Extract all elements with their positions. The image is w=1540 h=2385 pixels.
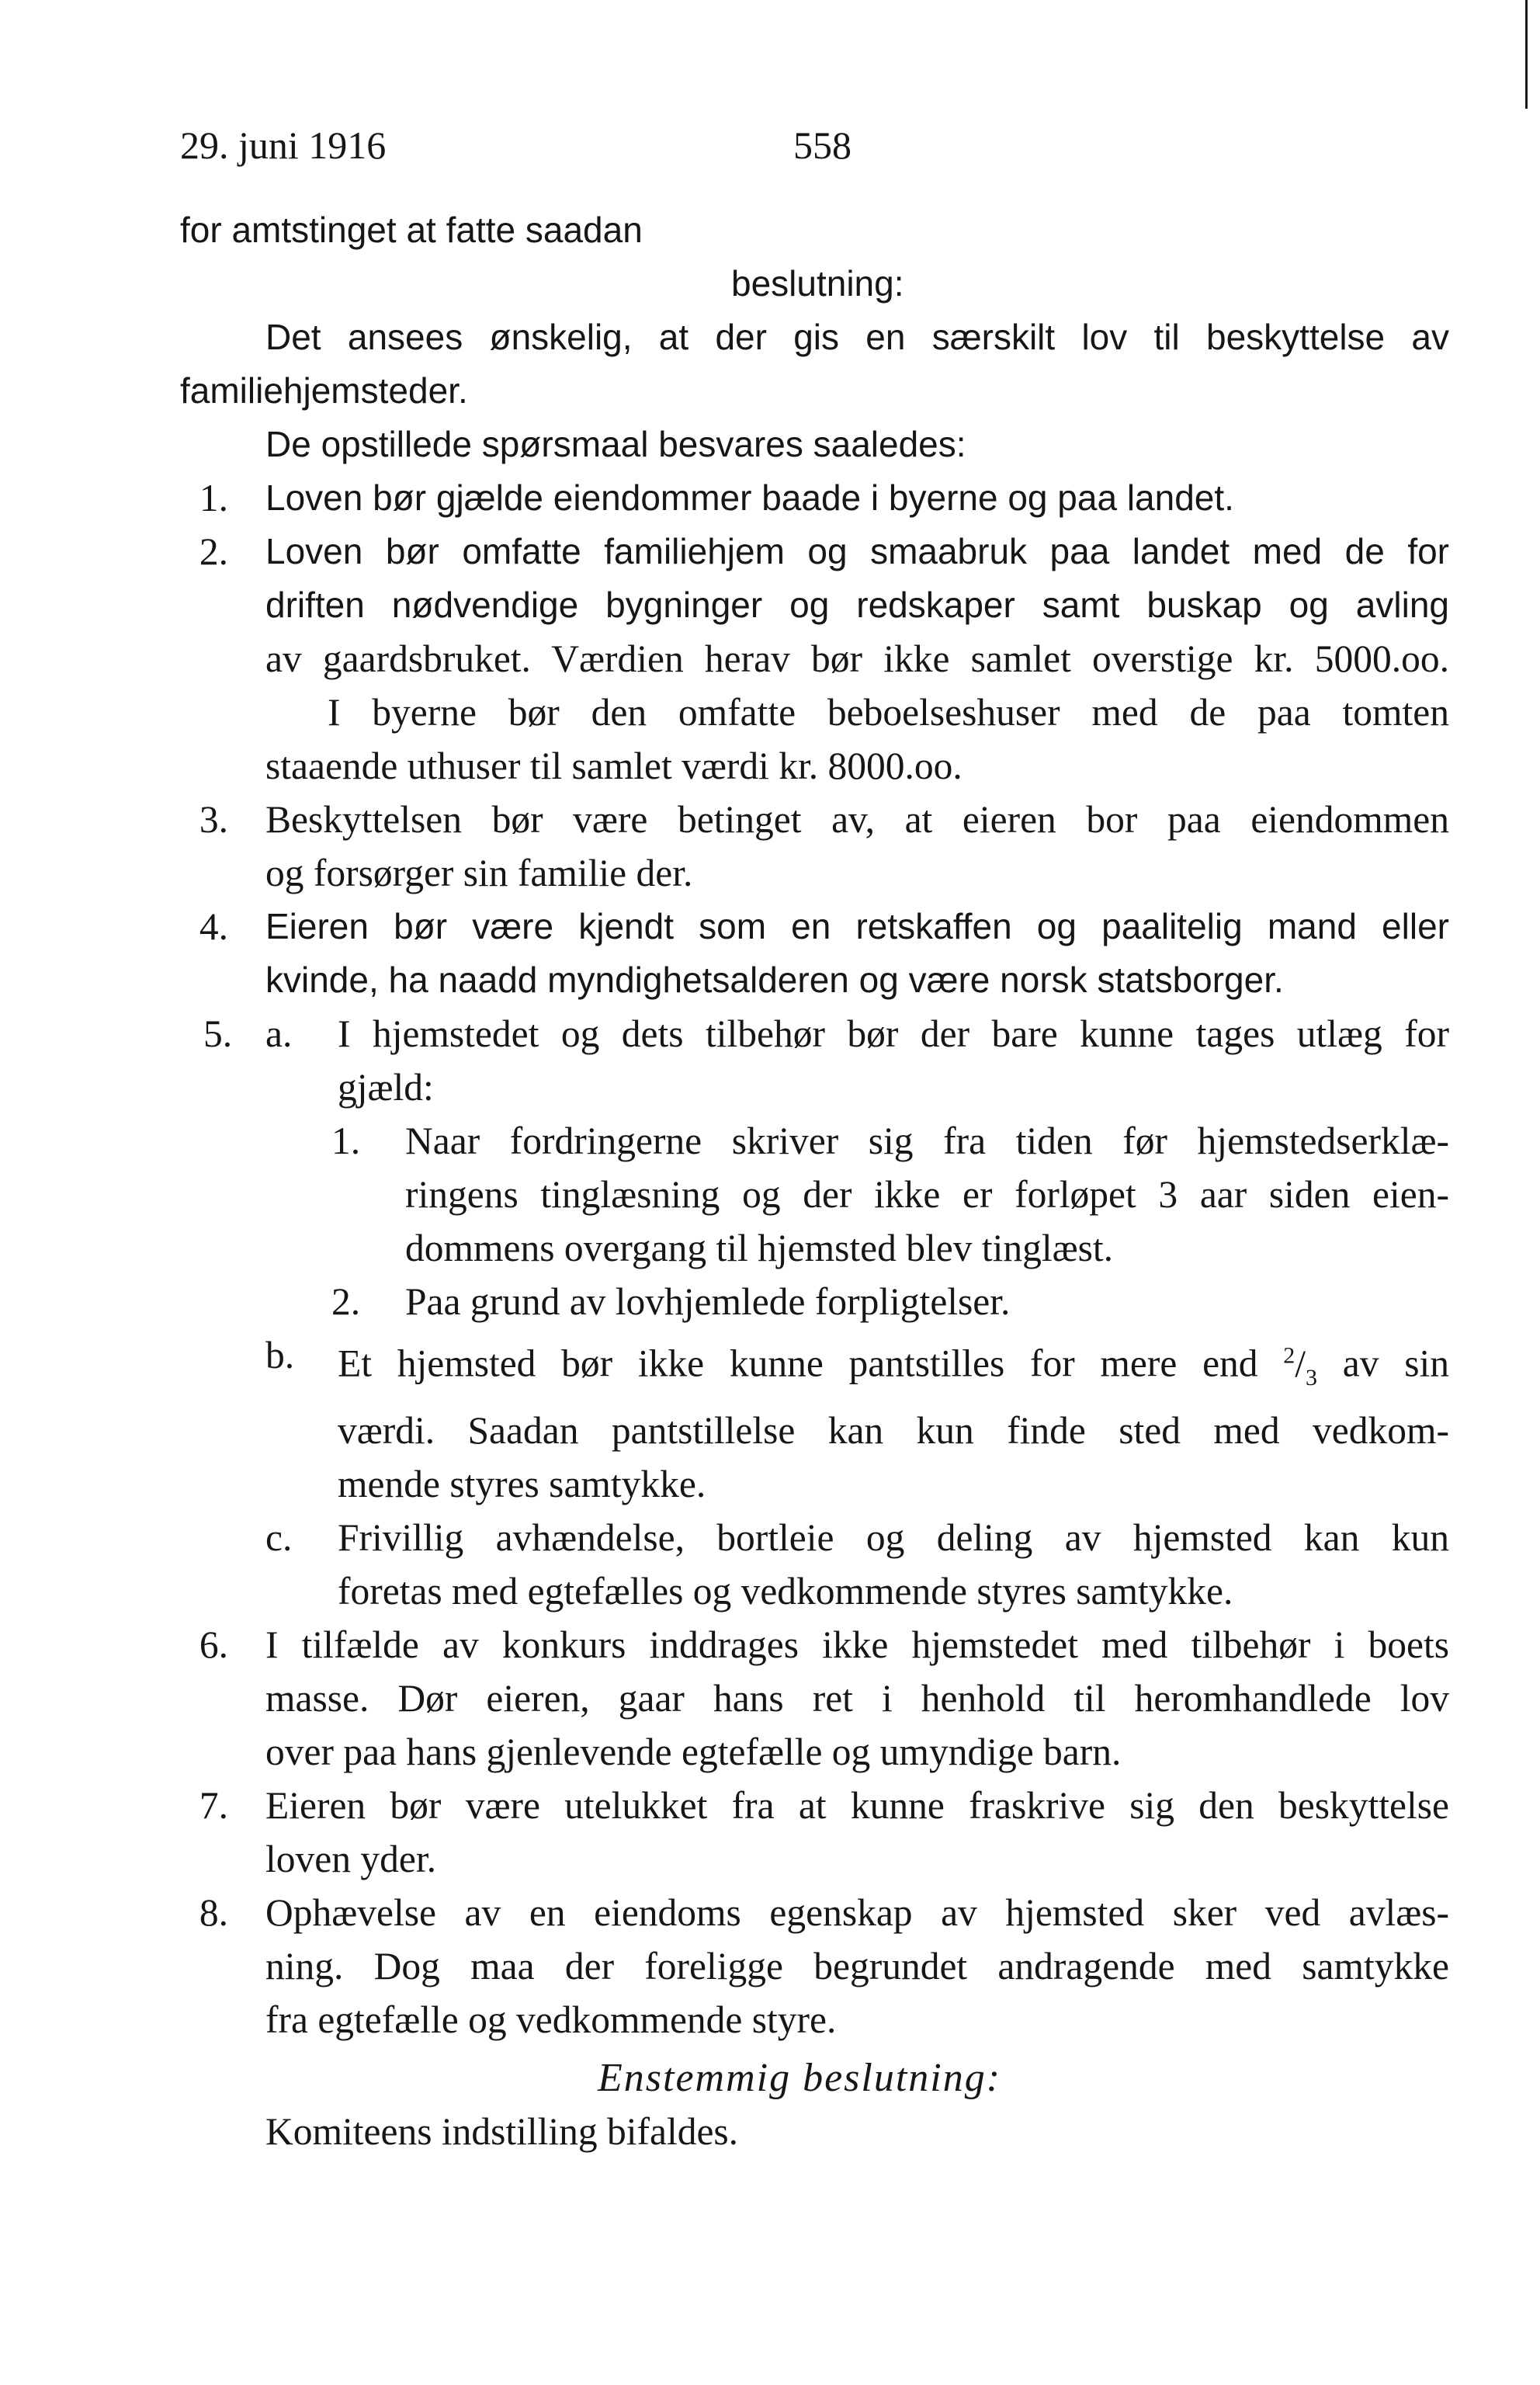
item-text: Loven bør gjælde eiendommer baade i byerne og paa landet. — [265, 477, 1234, 518]
subitem-label-c: c. — [265, 1516, 293, 1560]
subsubitem-line: dommens overgang til hjemsted blev tinglæst. — [405, 1227, 1114, 1269]
item-line: Loven bør omfatte familiehjem og smaabruk paa landet med de for — [265, 531, 1449, 571]
subsubitem-label: 1. — [331, 1120, 361, 1162]
item-line: masse. Dør eieren, gaar hans ret i henhold til heromhandlede lov — [265, 1677, 1449, 1720]
subitem-label-b: b. — [265, 1334, 295, 1376]
resolution-heading: Enstemmig beslutning: — [598, 2056, 1002, 2101]
item-line: loven yder. — [265, 1838, 436, 1881]
subitem-line: I hjemstedet og dets tilbehør bør der bare kunne tages utlæg for — [338, 1012, 1449, 1055]
questions-intro: De opstillede spørsmaal besvares saaledes: — [265, 424, 966, 464]
resolution-text: Komiteens indstilling bifaldes. — [265, 2110, 739, 2154]
subitem-line: mende styres samtykke. — [338, 1463, 706, 1506]
item-number: 3. — [199, 798, 228, 841]
item-line: staaende uthuser til samlet værdi kr. 8000.oo. — [265, 745, 962, 787]
item-line: Eieren bør være utelukket fra at kunne fraskrive sig den beskyttelse — [265, 1784, 1449, 1828]
item-line: og forsørger sin familie der. — [265, 852, 693, 894]
subsubitem-2 — [180, 1275, 1449, 1328]
item-number: 6. — [199, 1623, 228, 1667]
item-number: 1. — [199, 477, 228, 519]
item-line: Beskyttelsen bør være betinget av, at eieren bor paa eiendommen — [265, 798, 1449, 841]
subsubitem-line: Naar fordringerne skriver sig fra tiden før hjemstedserklæ- — [405, 1120, 1449, 1162]
subitem-c — [180, 1511, 1449, 1618]
subsubitem-label: 2. — [331, 1280, 361, 1323]
list-item-2 — [180, 525, 1449, 793]
item-line: fra egtefælle og vedkommende styre. — [265, 1998, 837, 2042]
item-number: 7. — [199, 1784, 228, 1828]
intro-line: for amtstinget at fatte saadan — [180, 210, 643, 250]
subitem-line: værdi. Saadan pantstillelse kan kun finde sted med vedkom- — [338, 1409, 1449, 1453]
intro-paragraph-line: Det ansees ønskelig, at der gis en særskilt lov til beskyttelse av — [265, 317, 1449, 357]
item-line: ning. Dog maa der foreligge begrundet andragende med samtykke — [265, 1945, 1449, 1988]
subitem-line-text: av sin — [1342, 1342, 1449, 1385]
page-number: 558 — [793, 123, 852, 167]
page-edge-line — [1525, 0, 1528, 109]
resolution-word: beslutning: — [731, 263, 904, 304]
item-number: 2. — [199, 530, 228, 573]
item-line: kvinde, ha naadd myndighetsalderen og være norsk statsborger. — [265, 960, 1284, 1000]
list-item-1 — [180, 471, 1449, 525]
item-line: Eieren bør være kjendt som en retskaffen og paalitelig mand eller — [265, 906, 1449, 946]
document-body — [180, 203, 1449, 2158]
subitem-line: Frivillig avhændelse, bortleie og deling av hjemsted kan kun — [338, 1516, 1449, 1560]
page-header — [0, 123, 1540, 177]
item-line: Ophævelse av en eiendoms egenskap av hjemsted sker ved avlæs- — [265, 1891, 1449, 1935]
header-date: 29. juni 1916 — [180, 123, 387, 167]
list-item-8 — [180, 1886, 1449, 2047]
subsubitem-line: ringens tinglæsning og der ikke er forløpet 3 aar siden eien- — [405, 1173, 1449, 1216]
intro-paragraph-end: familiehjemsteder. — [180, 370, 468, 411]
item-line: I tilfælde av konkurs inddrages ikke hjemstedet med tilbehør i boets — [265, 1623, 1449, 1667]
subsubitem-text: Paa grund av lovhjemlede forpligtelser. — [405, 1280, 1011, 1323]
item-number: 4. — [199, 905, 228, 948]
list-item-3 — [180, 793, 1449, 900]
fraction: $^2/_3$ — [1283, 1342, 1318, 1390]
subsubitem-1 — [180, 1114, 1449, 1275]
item-line: driften nødvendige bygninger og redskaper samt buskap og avling — [265, 585, 1449, 625]
subitem-line: gjæld: — [338, 1066, 434, 1109]
fraction-numerator: 2 — [1283, 1342, 1295, 1368]
item-line: av gaardsbruket. Værdien herav bør ikke samlet overstige kr. 5000.oo. — [265, 637, 1449, 680]
item-line: I byerne bør den omfatte beboelseshuser med de paa tomten — [328, 691, 1449, 734]
list-item-7 — [180, 1779, 1449, 1886]
subitem-line: foretas med egtefælles og vedkommende styres samtykke. — [338, 1570, 1233, 1613]
subitem-line-text: Et hjemsted bør ikke kunne pantstilles for mere end — [338, 1342, 1258, 1385]
item-number: 8. — [199, 1891, 228, 1935]
subitem-label-a: a. — [265, 1012, 293, 1055]
subitem-line — [338, 1328, 1449, 1404]
list-item-6 — [180, 1618, 1449, 1779]
item-line: over paa hans gjenlevende egtefælle og umyndige barn. — [265, 1731, 1122, 1774]
item-number: 5. — [203, 1012, 233, 1055]
list-item-5 — [180, 1007, 1449, 1114]
fraction-denominator: 3 — [1306, 1364, 1318, 1390]
list-item-4 — [180, 900, 1449, 1007]
subitem-b — [180, 1328, 1449, 1511]
